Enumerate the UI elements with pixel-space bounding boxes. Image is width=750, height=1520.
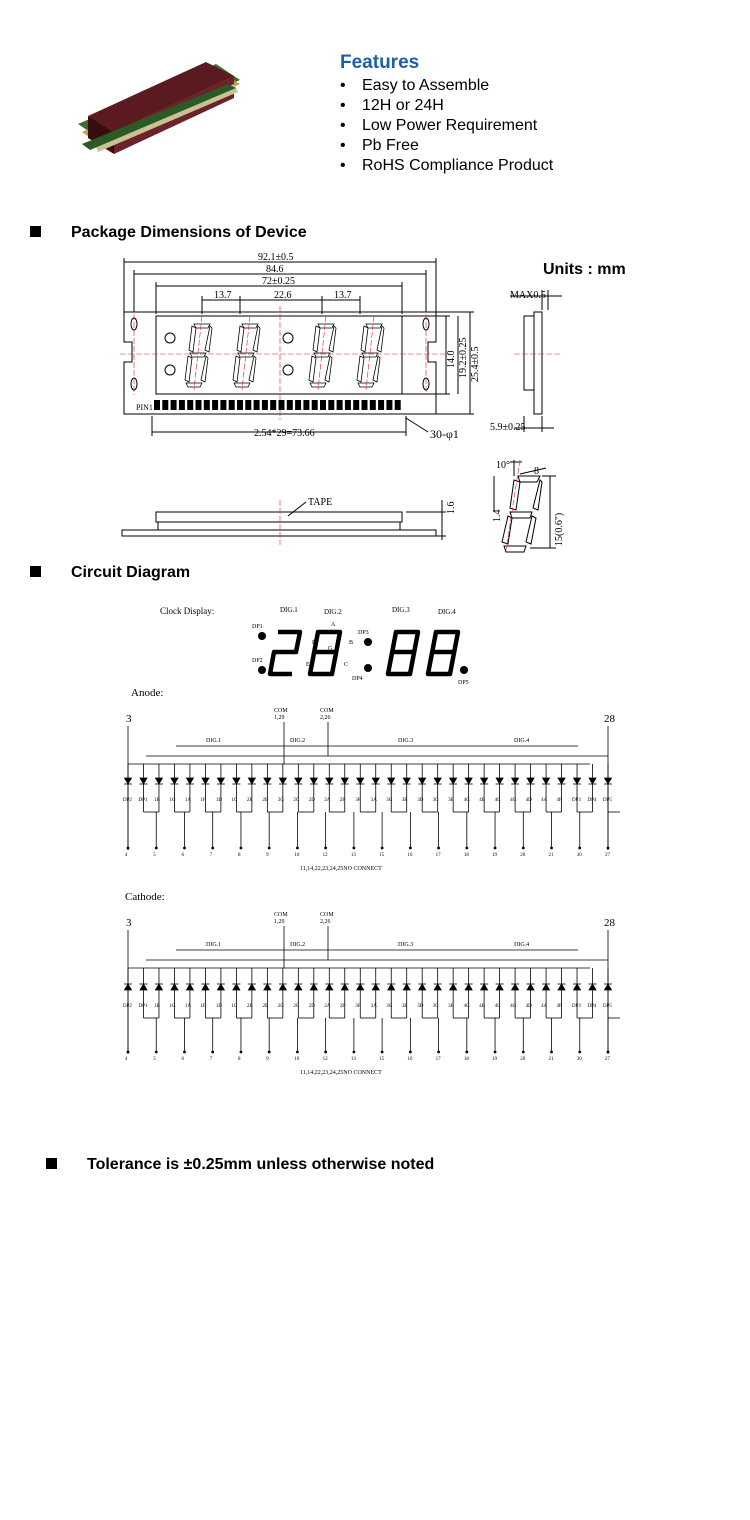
- segment-label: 4G: [510, 1004, 517, 1009]
- no-connect-note: 11,14,22,23,24,25NO CONNECT: [300, 866, 382, 872]
- pin: [353, 400, 359, 410]
- pin-number: 20: [520, 853, 526, 858]
- pin-number: 8: [237, 1057, 241, 1062]
- diode: [217, 778, 224, 784]
- dim-inner: 72±0.25: [262, 276, 295, 287]
- schematic-dig-label: DIG.3: [398, 942, 414, 948]
- segment-label: 2D: [308, 798, 315, 803]
- seg-f-label: F: [312, 640, 316, 646]
- diode: [171, 984, 178, 990]
- segment-label: 3D: [417, 1004, 424, 1009]
- pin: [345, 400, 351, 410]
- diode: [605, 984, 612, 990]
- pin-number: 21: [548, 1057, 554, 1062]
- dim-pitch-1: 13.7: [214, 290, 232, 301]
- dp3-label: DP3: [358, 630, 369, 636]
- schematic-dig-label: DIG.1: [206, 942, 222, 948]
- segment-label: DP2: [123, 798, 132, 803]
- segment-label: 1G: [169, 798, 176, 803]
- com2-pins: 2,26: [320, 919, 331, 925]
- dim-seg-angle: 10°: [496, 460, 510, 471]
- segment-label: 3G: [386, 1004, 393, 1009]
- schematic-dig-label: DIG.4: [514, 738, 530, 744]
- pin-number: 27: [605, 1057, 610, 1062]
- clock-display-label: Clock Display:: [160, 606, 215, 616]
- segment-label: DP2: [123, 1004, 132, 1009]
- pin-number: 30: [576, 1057, 582, 1062]
- segment-label: 4C: [494, 1004, 501, 1009]
- feature-item: • Easy to Assemble: [340, 76, 553, 96]
- dp5-label: DP5: [458, 680, 469, 686]
- segment-label: 2A: [324, 1004, 331, 1009]
- dim-center: 22.6: [274, 290, 292, 301]
- diode: [434, 778, 441, 784]
- diode: [558, 778, 565, 784]
- com1-label: COM: [274, 912, 288, 918]
- pin: [154, 400, 160, 410]
- segment-label: DP5: [603, 1004, 612, 1009]
- segment-label: DP4: [587, 798, 597, 803]
- pin-number: 20: [520, 1057, 526, 1062]
- schematic-dig-label: DIG.2: [290, 942, 306, 948]
- diode: [496, 778, 503, 784]
- pin-28-label: 28: [604, 917, 615, 929]
- diode: [434, 984, 441, 990]
- diode: [403, 778, 410, 784]
- segment-label: 4G: [463, 798, 470, 803]
- segment-label: 3F: [355, 798, 361, 803]
- diode: [326, 778, 333, 784]
- segment-label: 3D: [417, 798, 424, 803]
- segment-label: 1B: [153, 1004, 160, 1009]
- segment-label: 2C: [293, 1004, 300, 1009]
- pin-number: 7: [209, 1057, 213, 1062]
- segment-label: 2A: [324, 798, 331, 803]
- pin: [270, 400, 276, 410]
- feature-item: • Pb Free: [340, 136, 553, 156]
- pin-number: 8: [237, 853, 241, 858]
- diode: [357, 984, 364, 990]
- segment-label: 1C: [231, 798, 238, 803]
- dim-h1: 14.0: [446, 350, 457, 368]
- schematic-dig-label: DIG.1: [206, 738, 222, 744]
- segment-label: 3A: [370, 798, 377, 803]
- diode: [233, 984, 240, 990]
- diode: [155, 778, 162, 784]
- diode: [481, 984, 488, 990]
- diode: [295, 984, 302, 990]
- segment-label: 3C: [432, 1004, 439, 1009]
- segment-label: 3E: [401, 798, 408, 803]
- schematic-dig-label: DIG.4: [514, 942, 530, 948]
- segment-label: DP1: [138, 798, 148, 803]
- pin: [328, 400, 334, 410]
- pin: [204, 400, 210, 410]
- com2-label: COM: [320, 708, 334, 714]
- diode: [512, 984, 519, 990]
- pin-number: 16: [407, 1057, 413, 1062]
- segment-label: 4A: [541, 1004, 548, 1009]
- pin: [179, 400, 185, 410]
- pin: [229, 400, 235, 410]
- segment-label: 4D: [525, 1004, 532, 1009]
- diode: [574, 778, 581, 784]
- segment-label: 4G: [510, 798, 517, 803]
- pin-number: 16: [407, 853, 413, 858]
- pin: [245, 400, 251, 410]
- segment-label: 3F: [355, 1004, 361, 1009]
- pin: [220, 400, 226, 410]
- segment-label: 3A: [370, 1004, 377, 1009]
- segment-label: DP1: [138, 1004, 148, 1009]
- pin: [212, 400, 218, 410]
- dim-h2: 19.2±0.25: [458, 337, 469, 378]
- segment-label: 4F: [556, 1004, 562, 1009]
- pin-number: 12: [322, 853, 328, 858]
- diode: [140, 984, 147, 990]
- segment-label: 2G: [277, 798, 284, 803]
- diode: [171, 778, 178, 784]
- pin: [287, 400, 293, 410]
- section-circuit: [30, 564, 190, 582]
- segment-label: 2D: [308, 1004, 315, 1009]
- segment-label: 4C: [494, 798, 501, 803]
- pin: [395, 400, 401, 410]
- diode: [310, 984, 317, 990]
- pin-number: 19: [492, 853, 498, 858]
- segment-label: 2C: [293, 798, 300, 803]
- segment-label: 1F: [200, 1004, 206, 1009]
- bullet-square-icon: [30, 566, 41, 577]
- segment-label: DP5: [603, 798, 612, 803]
- pin: [295, 400, 301, 410]
- pin: [362, 400, 368, 410]
- tolerance-note: Tolerance is ±0.25mm unless otherwise noted: [87, 1156, 435, 1173]
- anode-schematic: [110, 700, 620, 880]
- pin-number: 17: [435, 853, 441, 858]
- pin: [378, 400, 384, 410]
- diode: [357, 778, 364, 784]
- segment-label: 3G: [386, 798, 393, 803]
- diode: [202, 778, 209, 784]
- dim-seg-height: 15(0.6"): [554, 512, 565, 546]
- diode: [496, 984, 503, 990]
- segment-label: 1C: [231, 1004, 238, 1009]
- pin-number: 13: [350, 853, 356, 858]
- segment-label: DP4: [587, 1004, 597, 1009]
- section-circuit-title: Circuit Diagram: [71, 564, 191, 581]
- diode: [295, 778, 302, 784]
- pin-number: 9: [266, 1057, 269, 1062]
- diode: [341, 778, 348, 784]
- diode: [527, 984, 534, 990]
- pin-number: 21: [548, 853, 554, 858]
- segment-label: 2B: [262, 1004, 269, 1009]
- diode: [125, 984, 132, 990]
- pin: [312, 400, 318, 410]
- pin-row: [154, 400, 401, 410]
- schematic-dig-label: DIG.3: [398, 738, 414, 744]
- segment-label: 4B: [479, 1004, 485, 1009]
- segment-label: 4B: [479, 798, 485, 803]
- diode: [605, 778, 612, 784]
- dim-h3: 25.4±0.5: [470, 346, 481, 382]
- pin: [386, 400, 392, 410]
- segment-label: 2E: [246, 1004, 253, 1009]
- dim-seg-thickness: 1.4: [492, 509, 503, 522]
- diode: [512, 778, 519, 784]
- diode: [264, 984, 271, 990]
- diode: [186, 778, 193, 784]
- package-dimensions-drawing: [110, 250, 580, 560]
- segment-label: 1A: [184, 798, 192, 803]
- dp2-label: DP2: [252, 658, 263, 664]
- diode: [279, 984, 286, 990]
- dig3-label: DIG.3: [392, 606, 410, 614]
- com2-pins: 2,26: [320, 715, 331, 721]
- seg-b-label: B: [349, 640, 354, 646]
- diode: [202, 984, 209, 990]
- diode: [403, 984, 410, 990]
- diode: [233, 778, 240, 784]
- diode: [543, 778, 550, 784]
- pin-number: 18: [463, 1057, 469, 1062]
- pin-number: 7: [209, 853, 213, 858]
- pin: [370, 400, 376, 410]
- segment-label: 2G: [277, 1004, 284, 1009]
- dig4-label: DIG.4: [438, 608, 456, 616]
- segment-label: 1B: [153, 798, 160, 803]
- segment-label: 2B: [262, 798, 269, 803]
- pin: [262, 400, 268, 410]
- segment-label: 3C: [432, 798, 439, 803]
- diode: [450, 778, 457, 784]
- feature-item: • Low Power Requirement: [340, 116, 553, 136]
- seg-g-label: G: [328, 646, 333, 652]
- diode: [140, 778, 147, 784]
- pin-number: 4: [125, 1057, 128, 1062]
- pin-number: 17: [435, 1057, 441, 1062]
- diode: [481, 778, 488, 784]
- feature-item: • RoHS Compliance Product: [340, 156, 553, 176]
- dim-tape-height: 1.6: [446, 501, 457, 514]
- diode: [125, 778, 132, 784]
- bullet-square-icon: [30, 226, 41, 237]
- segment-label: 3E: [448, 798, 454, 803]
- segment-label: 1D: [215, 1004, 223, 1009]
- features-list: [340, 76, 553, 176]
- diode: [419, 778, 426, 784]
- diode: [279, 778, 286, 784]
- pin-number: 4: [125, 853, 128, 858]
- diode: [248, 984, 255, 990]
- dim-pin-hole: 30-φ1: [430, 427, 459, 441]
- pin-number: 10: [294, 853, 300, 858]
- diode: [574, 984, 581, 990]
- cathode-schematic: [110, 904, 620, 1084]
- diode: [155, 984, 162, 990]
- com1-pins: 1,29: [274, 715, 285, 721]
- diode: [450, 984, 457, 990]
- dp4-label: DP4: [352, 676, 363, 682]
- pin: [254, 400, 260, 410]
- pin: [303, 400, 309, 410]
- diode: [372, 984, 379, 990]
- dig2-label: DIG.2: [324, 608, 342, 616]
- pin-number: 5: [153, 1057, 156, 1062]
- pin-3-label: 3: [126, 713, 132, 725]
- features-title: Features: [340, 52, 420, 73]
- diode: [264, 778, 271, 784]
- segment-label: 1A: [184, 1004, 192, 1009]
- pin-number: 27: [605, 853, 610, 858]
- segment-label: 2E: [246, 798, 253, 803]
- pin-number: 30: [576, 853, 582, 858]
- dim-max: MAX0.5: [510, 290, 546, 301]
- pin-number: 19: [492, 1057, 498, 1062]
- diode: [527, 778, 534, 784]
- diode: [388, 984, 395, 990]
- diode: [248, 778, 255, 784]
- diode: [388, 778, 395, 784]
- segment-label: 1G: [169, 1004, 176, 1009]
- section-tolerance: [46, 1156, 434, 1174]
- dim-mid: 84.6: [266, 264, 284, 275]
- dig1-label: DIG.1: [280, 606, 298, 614]
- dim-pitch-2: 13.7: [334, 290, 352, 301]
- section-package-title: Package Dimensions of Device: [71, 224, 307, 241]
- pin-number: 18: [463, 853, 469, 858]
- pin-number: 15: [379, 853, 385, 858]
- cathode-label: Cathode:: [125, 891, 165, 903]
- product-photo: [68, 58, 248, 168]
- pin: [279, 400, 285, 410]
- diode: [589, 984, 596, 990]
- pin: [320, 400, 326, 410]
- segment-label: 1D: [215, 798, 223, 803]
- seg-c-label: C: [344, 662, 349, 668]
- pin: [187, 400, 193, 410]
- segment-label: 2F: [339, 1004, 346, 1009]
- tape-label: TAPE: [308, 497, 333, 508]
- pin-number: 6: [181, 853, 184, 858]
- pin-number: 6: [181, 1057, 184, 1062]
- com1-pins: 1,29: [274, 919, 285, 925]
- diode: [217, 984, 224, 990]
- diode: [558, 984, 565, 990]
- pin: [171, 400, 177, 410]
- section-package: [30, 224, 307, 242]
- dp1-label: DP1: [252, 624, 263, 630]
- segment-label: 1F: [200, 798, 206, 803]
- feature-item: • 12H or 24H: [340, 96, 553, 116]
- diode: [465, 778, 472, 784]
- segment-label: 2F: [339, 798, 346, 803]
- pin-number: 15: [379, 1057, 385, 1062]
- segment-label: DP3: [572, 798, 581, 803]
- dim-side-width: 5.9±0.25: [490, 422, 526, 433]
- pin-number: 9: [266, 853, 269, 858]
- pin-28-label: 28: [604, 713, 615, 725]
- pin-number: 13: [350, 1057, 356, 1062]
- seg-a-label: A: [331, 622, 336, 628]
- diode: [341, 984, 348, 990]
- segment-label: 4A: [541, 798, 548, 803]
- dim-seg-width: 8: [534, 466, 539, 477]
- units-label: Units : mm: [543, 261, 626, 278]
- pin: [196, 400, 202, 410]
- anode-label: Anode:: [131, 687, 164, 699]
- diode: [543, 984, 550, 990]
- no-connect-note: 11,14,22,23,24,25NO CONNECT: [300, 1070, 382, 1076]
- diode: [419, 984, 426, 990]
- dim-pin-span: 2.54*29=73.66: [254, 428, 315, 439]
- pin-number: 10: [294, 1057, 300, 1062]
- segment-label: DP3: [572, 1004, 581, 1009]
- segment-label: 4D: [525, 798, 532, 803]
- pin-number: 12: [322, 1057, 328, 1062]
- com2-label: COM: [320, 912, 334, 918]
- clock-display-diagram: [150, 600, 490, 690]
- pin-number: 5: [153, 853, 156, 858]
- segment-label: 4G: [463, 1004, 470, 1009]
- diode: [326, 984, 333, 990]
- pin1-label: PIN1: [136, 403, 153, 412]
- diode: [465, 984, 472, 990]
- pin: [162, 400, 168, 410]
- segment-label: 3E: [401, 1004, 408, 1009]
- diode: [186, 984, 193, 990]
- pin: [337, 400, 343, 410]
- diode: [372, 778, 379, 784]
- schematic-dig-label: DIG.2: [290, 738, 306, 744]
- com1-label: COM: [274, 708, 288, 714]
- segment-label: 3E: [448, 1004, 454, 1009]
- pin: [237, 400, 243, 410]
- pin-3-label: 3: [126, 917, 132, 929]
- seg-e-label: E: [306, 662, 310, 668]
- segment-label: 4F: [556, 798, 562, 803]
- diode: [589, 778, 596, 784]
- dim-overall: 92.1±0.5: [258, 252, 294, 263]
- bullet-square-icon: [46, 1158, 57, 1169]
- diode: [310, 778, 317, 784]
